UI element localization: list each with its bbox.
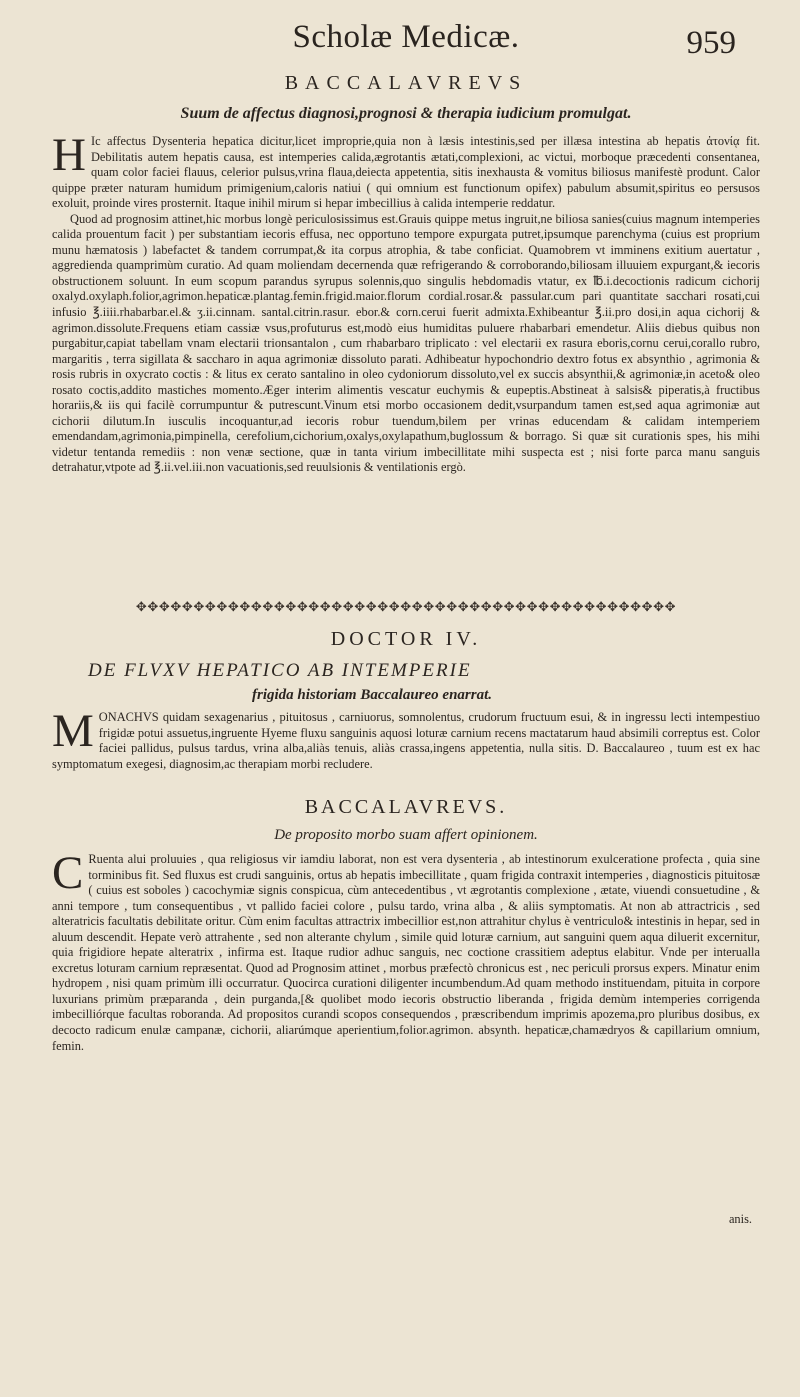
section-heading-baccalaureus: BACCALAVREVS: [284, 72, 528, 94]
section1-body: [52, 134, 760, 580]
paragraph-case-history: [52, 710, 760, 772]
chapter-body: [52, 710, 760, 788]
section-subtitle: Suum de affectus diagnosi,prognosi & therapia iudicium promulgat.: [180, 105, 632, 122]
paragraph-diagnosis-text: Ic affectus Dysenteria hepatica dicitur,licet improprie,quia non à læsis intestinis,sed per illæsa intestina ab hepatis ἀτονίᾳ fit. Debilitatis autem hepatis causa, est intemperies calida,ægrotantis ætati,complexioni, ac victui, morboque præcedenti consentanea, quam color faciei flauus, celerior pulsus,vrina flaua,deiecta appetentia, sitis inexhausta & vomitus biliosus manifestè produnt. Calor quippe præter naturam humidum primigenium,caloris natiui ( qui omnium est functionum opifex) pabulum absumit,spiritus eo persusos exoluit, proinde vires prosternit. Itaque inihil mirum si hepar imbecillius à calida intemperie reddatur.: [52, 134, 760, 211]
running-head: [52, 14, 760, 64]
dropcap-c: C: [52, 852, 84, 899]
running-title: Scholæ Medicæ.: [292, 19, 520, 55]
section2-body: [52, 852, 760, 1212]
chapter-heading: DOCTOR IV.: [330, 628, 482, 650]
section-subtitle-2: De proposito morbo suam affert opinionem.: [274, 827, 538, 843]
chapter-title: DE FLVXV HEPATICO AB INTEMPERIE: [88, 660, 472, 681]
section-heading-baccalaureus-2: BACCALAVREVS.: [304, 796, 508, 818]
dropcap-m: M: [52, 710, 94, 757]
ornament-divider: ✥✥✥✥✥✥✥✥✥✥✥✥✥✥✥✥✥✥✥✥✥✥✥✥✥✥✥✥✥✥✥✥✥✥✥✥✥✥✥✥✥✥✥✥✥✥✥: [135, 600, 677, 615]
paragraph-prognosis: Quod ad prognosim attinet,hic morbus longè periculosissimus est.Grauis quippe metus ingruit,ne biliosa sanies(cuius magnum intemperies calida prouentum facit ) per substantiam iecoris effusa, nec opportuno tempore expurgata putret,ipsumque parenchyma (cuius est proprium munu hæmatosis ) labefactet & tandem corrumpat,& ita corpus atrophia, & tabe conficiat. Quamobrem vt imminens exitium auertatur , aggredienda quamprimùm curatio. Ad quam moliendam decernenda quæ refrigerando & corroborando,biliosam illuuiem expurgant,& iecoris obstructionem soluunt. In eum scopum parandus syrupus solennis,quo singulis hebdomadis vtatur, ex ℔.i.decoctionis radicum cichorij oxalyd.oxylaph.folior,agrimon.hepaticæ.plantag.femin.frigid.maior.florum cordial.rosar.& passular.cum pari quantitate sacchari rosati,cui infusio ℥.iiii.rhabarbar.el.& ʒ.ii.cinnam. santal.citrin.rasur. ebor.& corn.cerui fuerit admixta.Exhibeantur ℥.ii.pro dosi,in aqua cichorij & agrimon.dissolute.Frequens etiam cassiæ vsus,profuturus est,modò eius humiditas puluere rhabarbari emendetur. Aliis diebus quibus non purgabitur,capiat tabellam vnam electarii trionsantalon , cum rhabarbaro triplicato : vel electarii ex rasura eboris,cornu cerui,corallo rubro, margaritis , terra sigillata & saccharo in aqua agrimoniæ dissoluto parati. Adhibeatur hypochondrio dextro fotus ex absynthio , agrimonia & rosis rubris in oxycrato coctis : & litus ex cerato santalino in oleo cydoniorum dissoluto,vel ex succis absynthii,& agrimoniæ,in aceto& oleo rosato coctis,addito mastiches momento.Æger interim alimentis vescatur euchymis & eupeptis.Abstineat à salsis& piperatis,à fructibus horariis,& iis qui facilè corrumpuntur & putrescunt.Vinum etsi morbo occasionem dedit,vsurpandum tamen est,sed aqua agrimoniæ aut cichorii dilutum.In iusculis incoquantur,ad iecoris robur tuendum,bilem per vrinas educendam & calidam intemperiem emendandam,agrimonia,pimpinella, cerefolium,cichorium,oxalys,oxylapathum,buglossum & borrago. Si quæ sit curationis spes, his mihi videtur tentanda remediis : non venæ sectione, quæ in tanta virium imbecillitate mihi suspecta est ; nisi forte parca manu sanguis detrahatur,vtpote ad ℥.ii.vel.iii.non vacuationis,sed reuulsionis & ventilationis ergò.: [52, 211, 760, 475]
paragraph-opinion: [52, 852, 760, 1054]
chapter-subtitle: frigida historiam Baccalaureo enarrat.: [252, 687, 493, 703]
dropcap-h: H: [52, 134, 86, 181]
catchword: anis.: [728, 1212, 752, 1226]
paragraph-opinion-text: Ruenta alui proluuies , qua religiosus vir iamdiu laborat, non est vera dysenteria , ab intestinorum exulceratione profecta , quia sine torminibus fit. Sed fluxus est crudi sanguinis, ortus ab hepatis imbecillitate , quam frigida contraxit intemperies , diagnosticis pituitosæ ( cuius est soboles ) cacochymiæ signis conspicua, cùm antecedentibus , vt ægrotantis complexione , ætate, viuendi consuetudine , & anni tempore , tum consequentibus , vt pallido faciei colore , pulsu tardo, vrina alba , & aliis symptomatis. At non ab attractricis , sed alteratricis facultatis debilitate oritur. Cùm enim facultas attractrix imbecillior est,non attrahitur chylus è ventriculo& intestinis in hepar, sed in aluum descendit. Hepate verò attrahente , sed non alterante chylum , simile quid loturæ carnium, aut sanguini quem aqua diluerit excernitur, quia frigidiore hepate alteratrix , infirma est. Itaque rudior adhuc sanguis, nec coctione crassitiem adeptus elabitur. Vnde per interualla excretus loturam carnium repræsentat. Quod ad Prognosim attinet , morbus præfectò chronicus est , nec periculi prorsus expers. Minatur enim hydropem , nisi quam primùm illi occurratur. Quocirca curationi diligenter incumbendum.Ad quam methodo instituendam, pituita in corpore luxurians primùm præparanda , dein purganda,[& quolibet modo iecoris obstructio liberanda , frigida demùm intemperies corrigenda imbecilliórque facultas roboranda. Ad propositos curandi scopos consequendos , præscribendum imprimis apozema,pro pluribus dosibus, ex decocto radicum enulæ campanæ, cichorii, aliarúmque aperientium,folior.agrimon. absynth. hepaticæ,chamædryos & capillarium omnium, femin.: [52, 852, 760, 1053]
paragraph-diagnosis: [52, 134, 760, 212]
page-number: 959: [686, 25, 736, 61]
paragraph-case-history-text: ONACHVS quidam sexagenarius , pituitosus , carniuorus, somnolentus, crudorum fructuum esui, & in ingressu lecti intempestiuo frigidæ potui assuetus,ingruente Hyeme fluxu sanguinis aquosi loturæ carnium recens mactatarum haud absimili correptus est. Color faciei pallidus, pulsus tardus, vrina alba,aliàs tenuis, aliàs crassa,ingens appetentia, nulla sitis. D. Baccalaureo , tuum est ex hac symptomatum exegesi, diagnosim,ac therapiam morbi recludere.: [52, 710, 760, 771]
